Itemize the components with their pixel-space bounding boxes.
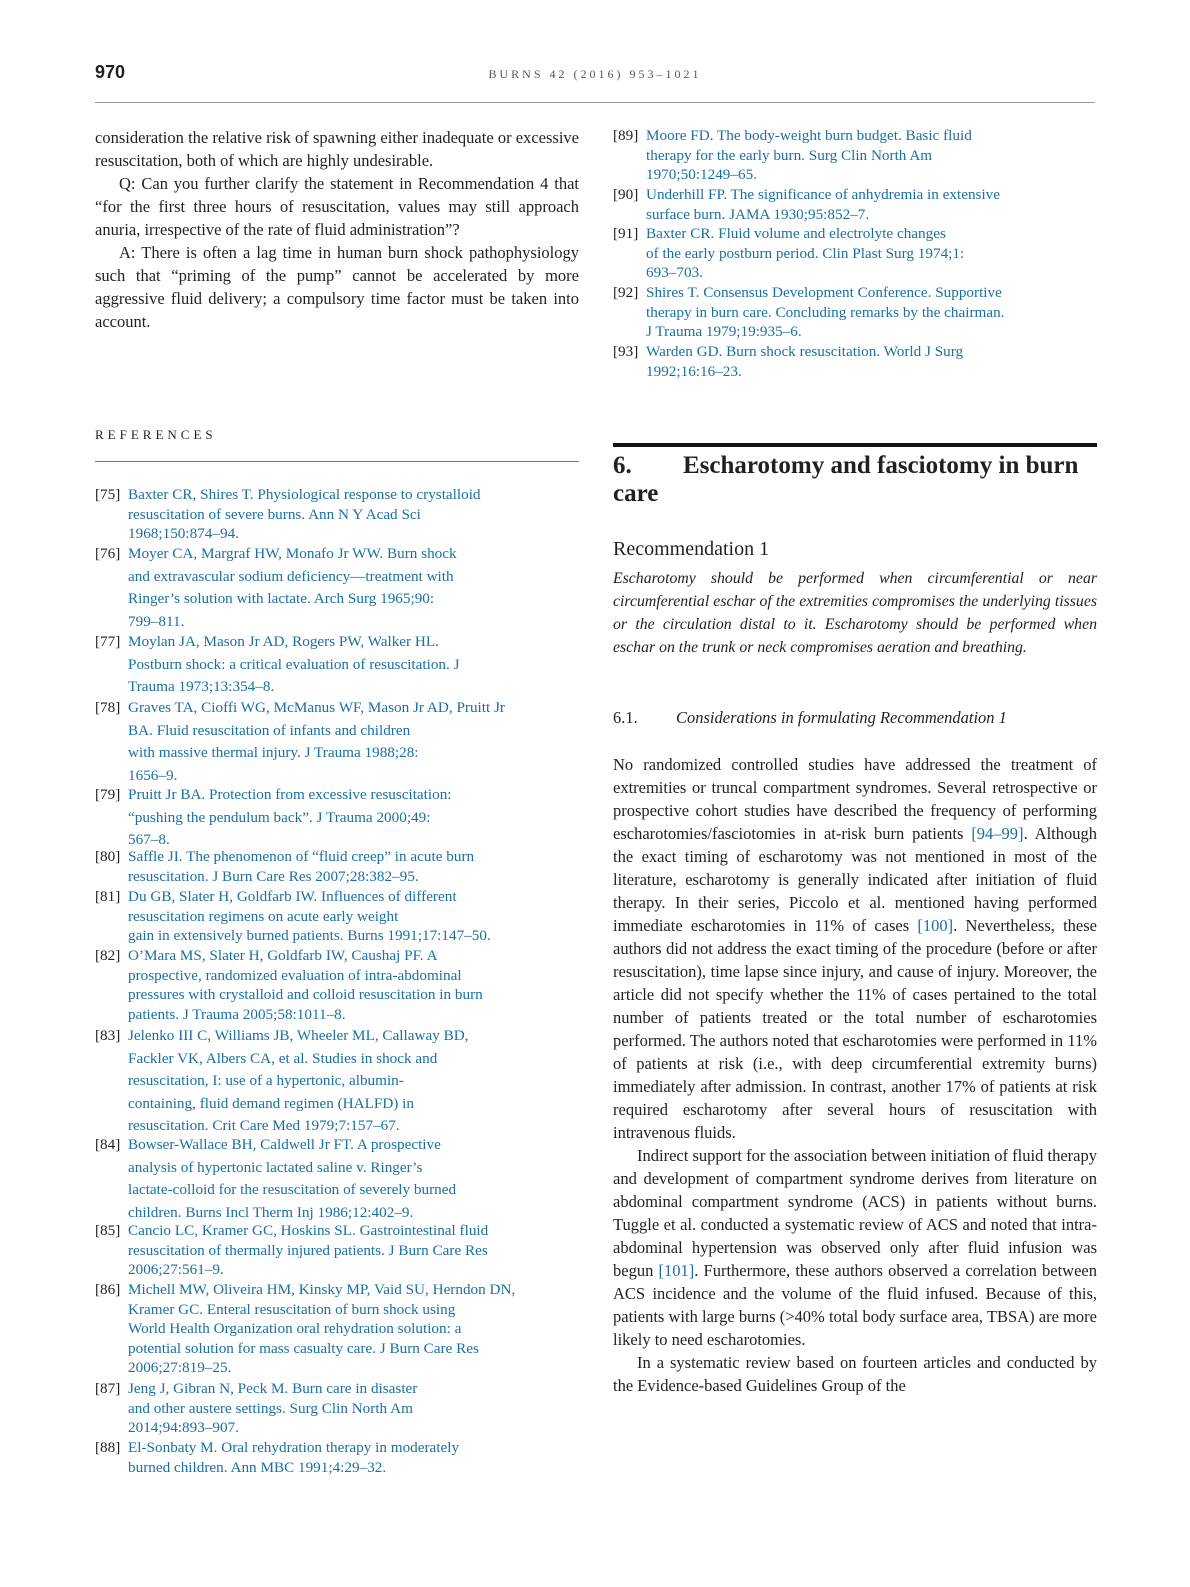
reference-line: 1970;50:1249–65. <box>646 166 757 184</box>
reference-line: Trauma 1973;13:354–8. <box>128 678 275 695</box>
reference-line: potential solution for mass casualty care. J Burn Care Res <box>128 1339 479 1357</box>
reference-entry <box>95 1280 579 1378</box>
text-span: Indirect support for the association between initiation of fluid therapy and development of compartment syndrome derives from literature on abdominal compartment syndrome (ACS) in patients without burns. Tuggle et al. conducted a systematic review of ACS and noted that intra-abdominal hypertension was observed only after fluid infusion was begun <box>613 1146 1097 1280</box>
reference-entry <box>95 784 579 852</box>
answer-paragraph: A: There is often a lag time in human burn shock pathophysiology such that “priming of the pump” cannot be accelerated by more aggressive fluid delivery; a compulsory time factor must be taken into account. <box>95 243 579 331</box>
reference-line: Baxter CR. Fluid volume and electrolyte changes <box>646 225 946 242</box>
subsection-number: 6.1. <box>613 708 638 727</box>
reference-line: Cancio LC, Kramer GC, Hoskins SL. Gastrointestinal fluid <box>128 1222 489 1239</box>
header-rule <box>95 102 1095 103</box>
reference-number: [77] <box>95 633 121 650</box>
reference-entry <box>613 283 1097 342</box>
reference-line: Moylan JA, Mason Jr AD, Rogers PW, Walker HL. <box>128 633 439 650</box>
reference-line: and extravascular sodium deficiency—treatment with <box>128 567 454 585</box>
reference-line: Fackler VK, Albers CA, et al. Studies in shock and <box>128 1049 438 1067</box>
reference-entry <box>95 1438 579 1477</box>
section-heading <box>613 452 1097 508</box>
reference-number: [76] <box>95 545 121 562</box>
reference-citation[interactable] <box>128 1438 579 1477</box>
section-number: 6. <box>613 452 632 479</box>
section-title: Escharotomy and fasciotomy in burn care <box>613 452 1079 507</box>
reference-citation[interactable] <box>128 1280 579 1378</box>
body-text <box>613 753 1097 1397</box>
reference-number: [82] <box>95 947 121 964</box>
reference-line: Jelenko III C, Williams JB, Wheeler ML, Callaway BD, <box>128 1027 469 1044</box>
reference-citation[interactable] <box>646 283 1097 342</box>
reference-line: Baxter CR, Shires T. Physiological response to crystalloid <box>128 486 481 503</box>
recommendation-text: Escharotomy should be performed when circumferential or near circumferential eschar of the extremities compromises the underlying tissues or the circulation distal to it. Escharotomy should be performed when eschar on the trunk or neck compromises aeration and breathing. <box>613 570 1097 656</box>
reference-number: [84] <box>95 1136 121 1153</box>
citation-link[interactable]: [100] <box>917 916 954 935</box>
reference-line: resuscitation. Crit Care Med 1979;7:157–67. <box>128 1117 400 1134</box>
reference-citation[interactable] <box>128 1221 579 1280</box>
intro-paragraph: consideration the relative risk of spawning either inadequate or excessive resuscitation, both of which are highly undesirable. <box>95 128 579 170</box>
reference-citation[interactable] <box>646 185 1097 224</box>
reference-entry <box>95 1025 579 1138</box>
reference-line: 1656–9. <box>128 766 178 784</box>
citation-link[interactable]: [101] <box>658 1261 695 1280</box>
reference-number: [86] <box>95 1281 121 1298</box>
citation-link[interactable]: [94–99] <box>971 824 1024 843</box>
reference-entry <box>613 126 1097 185</box>
reference-line: therapy for the early burn. Surg Clin North Am <box>646 146 933 164</box>
reference-number: [75] <box>95 486 121 503</box>
reference-number: [87] <box>95 1380 121 1397</box>
reference-number: [78] <box>95 699 121 716</box>
reference-citation[interactable] <box>646 126 1097 185</box>
reference-line: El-Sonbaty M. Oral rehydration therapy in moderately <box>128 1439 460 1456</box>
reference-line: O’Mara MS, Slater H, Goldfarb IW, Caushaj PF. A <box>128 947 438 964</box>
reference-line: burned children. Ann MBC 1991;4:29–32. <box>128 1458 387 1476</box>
reference-entry <box>95 485 579 544</box>
reference-line: lactate-colloid for the resuscitation of severely burned <box>128 1181 457 1198</box>
reference-citation[interactable] <box>128 887 579 946</box>
reference-line: children. Burns Incl Therm Inj 1986;12:402–9. <box>128 1203 414 1221</box>
section-rule <box>613 443 1097 447</box>
reference-line: pressures with crystalloid and colloid resuscitation in burn <box>128 986 483 1004</box>
reference-line: gain in extensively burned patients. Burns 1991;17:147–50. <box>128 927 491 945</box>
reference-line: Postburn shock: a critical evaluation of resuscitation. J <box>128 655 460 673</box>
reference-entry <box>95 1221 579 1280</box>
reference-citation[interactable] <box>646 342 1097 381</box>
reference-entry <box>613 342 1097 381</box>
reference-number: [80] <box>95 848 121 865</box>
reference-entry <box>95 543 579 633</box>
page-number: 970 <box>95 62 126 82</box>
reference-line: Graves TA, Cioffi WG, McManus WF, Mason Jr AD, Pruitt Jr <box>128 699 505 716</box>
reference-citation[interactable] <box>646 224 1097 283</box>
reference-line: Underhill FP. The significance of anhydremia in extensive <box>646 186 1001 203</box>
reference-line: Saffle JI. The phenomenon of “fluid creep” in acute burn <box>128 848 475 865</box>
reference-number: [91] <box>613 225 639 242</box>
text-span: . Although the exact timing of escharotomy was not mentioned in most of the literature, escharotomy is generally indicated after initiation of fluid therapy. In their series, Piccolo et al. mentioned having performed immediate escharotomies in 11% of cases <box>613 824 1097 935</box>
journal-running-head: BURNS 42 (2016) 953–1021 <box>488 67 702 81</box>
reference-entry <box>613 224 1097 283</box>
reference-line: Jeng J, Gibran N, Peck M. Burn care in disaster <box>128 1380 418 1397</box>
reference-line: and other austere settings. Surg Clin North Am <box>128 1399 413 1417</box>
reference-number: [90] <box>613 186 639 203</box>
body-paragraph: In a systematic review based on fourteen articles and conducted by the Evidence-based Guidelines Group of the <box>613 1353 1097 1395</box>
reference-entry <box>95 847 579 886</box>
reference-entry <box>613 185 1097 224</box>
reference-line: Moyer CA, Margraf HW, Monafo Jr WW. Burn shock <box>128 545 457 562</box>
intro-text <box>95 126 579 333</box>
body-paragraph <box>613 1144 1097 1351</box>
reference-line: 1968;150:874–94. <box>128 525 239 543</box>
reference-line: Bowser-Wallace BH, Caldwell Jr FT. A prospective <box>128 1136 441 1153</box>
reference-citation[interactable] <box>128 1134 579 1224</box>
reference-line: Du GB, Slater H, Goldfarb IW. Influences of different <box>128 888 457 905</box>
reference-line: 2006;27:561–9. <box>128 1261 224 1279</box>
references-rule <box>95 461 579 462</box>
reference-line: resuscitation regimens on acute early weight <box>128 907 399 925</box>
reference-line: World Health Organization oral rehydration solution: a <box>128 1320 462 1338</box>
reference-number: [93] <box>613 343 639 360</box>
page-header <box>95 62 1095 92</box>
reference-line: containing, fluid demand regimen (HALFD) in <box>128 1094 414 1112</box>
reference-line: 567–8. <box>128 831 170 848</box>
reference-number: [79] <box>95 786 121 803</box>
reference-line: of the early postburn period. Clin Plast Surg 1974;1: <box>646 244 965 262</box>
reference-entry <box>95 697 579 787</box>
reference-entry <box>95 887 579 946</box>
reference-entry <box>95 946 579 1024</box>
reference-citation[interactable] <box>128 543 579 633</box>
reference-line: therapy in burn care. Concluding remarks by the chairman. <box>646 303 1005 321</box>
reference-line: Ringer’s solution with lactate. Arch Surg 1965;90: <box>128 590 435 607</box>
reference-number: [88] <box>95 1439 121 1456</box>
references-heading: REFERENCES <box>95 427 217 442</box>
reference-line: 799–811. <box>128 612 185 630</box>
reference-citation[interactable] <box>128 784 579 852</box>
reference-line: BA. Fluid resuscitation of infants and children <box>128 721 411 739</box>
reference-line: resuscitation, I: use of a hypertonic, albumin- <box>128 1072 404 1089</box>
reference-line: Shires T. Consensus Development Conference. Supportive <box>646 284 1002 301</box>
body-paragraph <box>613 753 1097 1144</box>
reference-line: prospective, randomized evaluation of intra-abdominal <box>128 966 462 984</box>
reference-line: Warden GD. Burn shock resuscitation. World J Surg <box>646 343 964 360</box>
reference-citation[interactable] <box>128 697 579 787</box>
question-paragraph: Q: Can you further clarify the statement in Recommendation 4 that “for the first three hours of resuscitation, values may still approach anuria, irrespective of the rate of fluid administration”? <box>95 174 579 239</box>
text-span: . Nevertheless, these authors did not address the exact timing of the procedure (before or after resuscitation), time lapse since injury, and cause of injury. Moreover, the article did not specify whether the 11% of cases pertained to the total number of patients treated or the total number of escharotomies performed. The authors noted that escharotomies were performed in 11% of patients at risk (i.e., with deep circumferential extremity burns) immediately after admission. In contrast, another 17% of patients at risk required escharotomy after several hours of resuscitation with intravenous fluids. <box>613 916 1097 1142</box>
reference-line: 2006;27:819–25. <box>128 1359 232 1377</box>
reference-number: [89] <box>613 127 639 144</box>
reference-line: resuscitation of thermally injured patients. J Burn Care Res <box>128 1241 488 1259</box>
reference-line: Kramer GC. Enteral resuscitation of burn shock using <box>128 1300 456 1318</box>
reference-line: Moore FD. The body-weight burn budget. Basic fluid <box>646 127 972 144</box>
reference-line: 693–703. <box>646 264 703 282</box>
reference-line: 2014;94:893–907. <box>128 1419 239 1437</box>
text-span: . Furthermore, these authors observed a correlation between ACS incidence and the volume of the fluid infused. Because of this, patients with large burns (>40% total body surface area, TBSA) are more likely to need escharotomies. <box>613 1261 1097 1349</box>
reference-number: [83] <box>95 1027 121 1044</box>
reference-citation[interactable] <box>128 946 579 1024</box>
reference-line: surface burn. JAMA 1930;95:852–7. <box>646 205 870 223</box>
reference-line: Pruitt Jr BA. Protection from excessive resuscitation: <box>128 786 452 803</box>
reference-line: resuscitation of severe burns. Ann N Y Acad Sci <box>128 505 421 523</box>
subsection-title: Considerations in formulating Recommendation 1 <box>676 708 1007 727</box>
reference-line: Michell MW, Oliveira HM, Kinsky MP, Vaid SU, Herndon DN, <box>128 1281 516 1298</box>
reference-citation[interactable] <box>128 1379 579 1438</box>
reference-entry <box>95 1134 579 1224</box>
reference-citation[interactable] <box>128 847 579 886</box>
reference-line: “pushing the pendulum back”. J Trauma 2000;49: <box>128 808 431 826</box>
reference-entry <box>95 631 579 699</box>
reference-number: [81] <box>95 888 121 905</box>
reference-line: resuscitation. J Burn Care Res 2007;28:382–95. <box>128 867 419 885</box>
reference-number: [92] <box>613 284 639 301</box>
reference-citation[interactable] <box>128 485 579 544</box>
reference-number: [85] <box>95 1222 121 1239</box>
subsection-heading <box>613 708 1007 728</box>
reference-line: patients. J Trauma 2005;58:1011–8. <box>128 1005 346 1023</box>
reference-line: 1992;16:16–23. <box>646 362 742 380</box>
text-span: No randomized controlled studies have addressed the treatment of extremities or truncal compartment syndromes. Several retrospective or prospective cohort studies have described the frequency of performing escharotomies/fasciotomies in at-risk burn patients <box>613 755 1097 843</box>
reference-entry <box>95 1379 579 1438</box>
reference-line: with massive thermal injury. J Trauma 1988;28: <box>128 744 419 761</box>
reference-line: analysis of hypertonic lactated saline v. Ringer’s <box>128 1158 423 1176</box>
reference-citation[interactable] <box>128 631 579 699</box>
reference-citation[interactable] <box>128 1025 579 1138</box>
recommendation-title: Recommendation 1 <box>613 538 770 560</box>
reference-line: J Trauma 1979;19:935–6. <box>646 323 802 341</box>
